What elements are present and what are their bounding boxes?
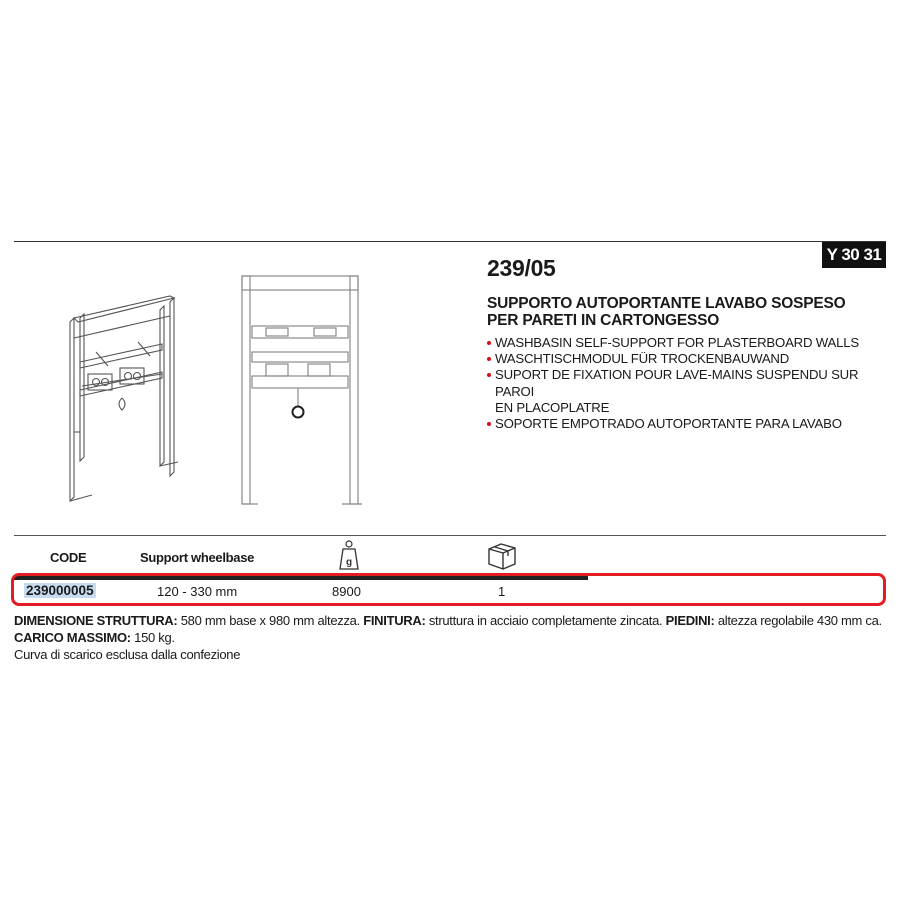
description-fr: SUPORT DE FIXATION POUR LAVE-MAINS SUSPENDU SUR PAROI bbox=[495, 367, 859, 399]
notes-struttura-label: DIMENSIONE STRUTTURA: bbox=[14, 613, 178, 628]
row-highlight-outline bbox=[11, 573, 886, 606]
product-title-line-2: PER PARETI IN CARTONGESSO bbox=[487, 312, 720, 329]
red-bullet-icon bbox=[487, 422, 491, 426]
red-bullet-icon bbox=[487, 357, 491, 361]
notes-finitura-label: FINITURA: bbox=[363, 613, 426, 628]
description-es: SOPORTE EMPOTRADO AUTOPORTANTE PARA LAVABO bbox=[495, 416, 842, 432]
description-fr-cont: EN PLACOPLATRE bbox=[495, 399, 610, 415]
row-code[interactable]: 239000005 bbox=[26, 583, 94, 598]
notes-finitura-value: struttura in acciaio completamente zincata. bbox=[425, 613, 666, 628]
top-divider bbox=[14, 241, 886, 242]
catalog-ref-badge: Y 30 31 bbox=[822, 242, 886, 268]
row-package-qty: 1 bbox=[498, 584, 506, 599]
red-bullet-icon bbox=[487, 373, 491, 377]
box-icon bbox=[486, 541, 518, 571]
description-item-continued bbox=[487, 400, 887, 416]
product-title-line-1: SUPPORTO AUTOPORTANTE LAVABO SOSPESO bbox=[487, 295, 846, 312]
product-illustration-front bbox=[238, 272, 368, 512]
notes-piedini-label: PIEDINI: bbox=[665, 613, 715, 628]
column-header-code: CODE bbox=[50, 550, 87, 565]
red-bullet-icon bbox=[487, 341, 491, 345]
row-wheelbase: 120 - 330 mm bbox=[157, 584, 238, 599]
description-item bbox=[487, 416, 887, 432]
product-description-list bbox=[487, 335, 887, 432]
description-en: WASHBASIN SELF-SUPPORT FOR PLASTERBOARD WALLS bbox=[495, 335, 859, 350]
notes-extra: Curva di scarico esclusa dalla confezione bbox=[14, 647, 241, 662]
table-top-divider bbox=[14, 535, 886, 536]
description-item bbox=[487, 367, 887, 399]
weight-unit-label: g bbox=[345, 557, 353, 568]
notes-carico-value: 150 kg. bbox=[130, 630, 175, 645]
description-de: WASCHTISCHMODUL FÜR TROCKENBAUWAND bbox=[495, 351, 790, 367]
notes-piedini-value: altezza regolabile 430 mm ca. bbox=[714, 613, 882, 628]
notes-carico-label: CARICO MASSIMO: bbox=[14, 630, 131, 645]
product-illustration-perspective bbox=[50, 282, 190, 512]
row-weight: 8900 bbox=[332, 584, 361, 599]
technical-notes bbox=[14, 612, 894, 663]
product-code: 239/05 bbox=[487, 255, 556, 281]
description-item bbox=[487, 351, 887, 367]
description-item bbox=[487, 335, 887, 351]
column-header-wheelbase: Support wheelbase bbox=[140, 550, 255, 565]
notes-struttura-value: 580 mm base x 980 mm altezza. bbox=[177, 613, 364, 628]
weight-icon bbox=[338, 540, 360, 570]
